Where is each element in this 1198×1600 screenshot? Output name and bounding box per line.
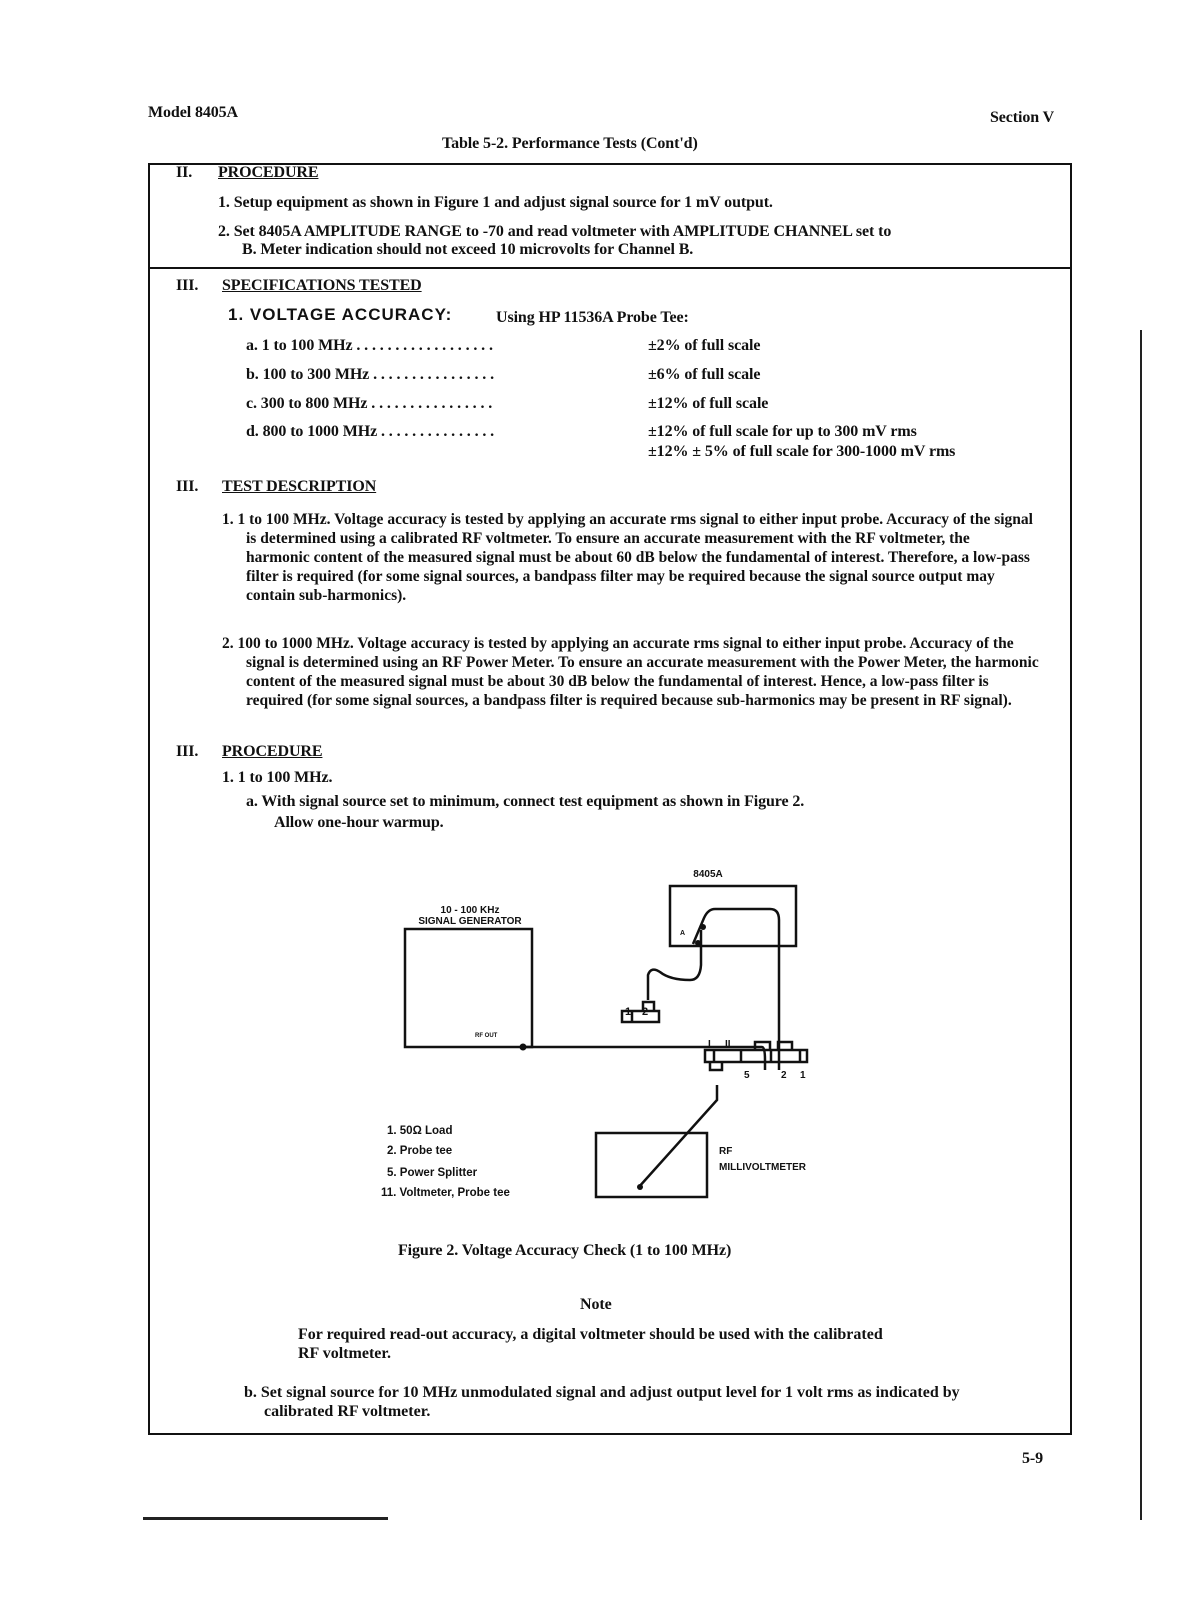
millivoltmeter-box <box>596 1133 707 1197</box>
section-title: PROCEDURE <box>222 743 323 760</box>
spec-value: ±12% of full scale <box>648 395 769 412</box>
channel-a-label: A <box>680 930 686 937</box>
meter-label: RF <box>719 1146 733 1157</box>
section-title: PROCEDURE <box>218 164 319 181</box>
splitter-label: 2 <box>781 1070 787 1081</box>
description-paragraph: 2. 100 to 1000 MHz. Voltage accuracy is tested by applying an accurate rms signal to either input probe. Accuracy of the signal is determined using an RF Power Meter. To ensure an accurate measurement with the Power Meter, the harmonic content of the measured signal must be about 30 dB below the fundamental of interest. Hence, a low-pass filter is required (for some signal sources, a bandpass filter is required because sub-harmonics may be present in RF signal). <box>222 635 1039 709</box>
splitter-label: II <box>725 1039 731 1050</box>
legend-item: 11. Voltmeter, Probe tee <box>381 1187 510 1199</box>
tee-label: 2 <box>642 1006 649 1018</box>
section-number: III. <box>176 743 199 760</box>
spec-label: c. 300 to 800 MHz . . . . . . . . . . . . . . . . <box>246 395 493 412</box>
section-title: SPECIFICATIONS TESTED <box>222 277 422 294</box>
splitter-label: I <box>708 1039 711 1050</box>
spec-value: ±12% of full scale for up to 300 mV rms <box>648 423 917 440</box>
section-number: III. <box>176 478 199 495</box>
step: B. Meter indication should not exceed 10 microvolts for Channel B. <box>242 241 694 258</box>
signal-generator-box <box>405 929 532 1047</box>
instrument-label: 8405A <box>693 869 723 880</box>
note-text: For required read-out accuracy, a digital voltmeter should be used with the calibrated RF voltmeter. <box>298 1326 883 1362</box>
splitter-label: 5 <box>744 1070 750 1081</box>
power-splitter <box>705 1050 807 1062</box>
step: Allow one-hour warmup. <box>274 814 444 831</box>
spec-heading: 1. VOLTAGE ACCURACY: <box>228 305 453 324</box>
legend-item: 2. Probe tee <box>387 1145 453 1157</box>
section-label: Section V <box>990 109 1055 126</box>
note-title: Note <box>580 1296 612 1313</box>
description-paragraph: 1. 1 to 100 MHz. Voltage accuracy is tested by applying an accurate rms signal to either input probe. Accuracy of the signal is determined using a calibrated RF voltmeter. To ensure an accurate measurement with the RF voltmeter, the harmonic content of the measured signal must be about 60 dB below the fundamental of interest. Therefore, a low-pass filter is required (for some signal sources, a bandpass filter may be required because the signal source output may contain sub-harmonics). <box>222 511 1033 604</box>
meter-label: MILLIVOLTMETER <box>719 1162 807 1173</box>
spec-value: ±12% ± 5% of full scale for 300-1000 mV rms <box>648 443 956 460</box>
step: 1. 1 to 100 MHz. <box>222 769 333 786</box>
scan-artifact-line <box>143 1517 388 1520</box>
rf-out-label: RF OUT <box>475 1033 498 1039</box>
section-number: III. <box>176 277 199 294</box>
page-number: 5-9 <box>1022 1450 1044 1467</box>
spec-label: d. 800 to 1000 MHz . . . . . . . . . . . . . . . <box>246 423 495 440</box>
figure-caption: Figure 2. Voltage Accuracy Check (1 to 100 MHz) <box>398 1242 732 1259</box>
generator-label: SIGNAL GENERATOR <box>418 916 522 927</box>
model-label: Model 8405A <box>148 104 239 121</box>
spec-note: Using HP 11536A Probe Tee: <box>496 309 689 326</box>
table-title: Table 5-2. Performance Tests (Cont'd) <box>442 135 698 152</box>
generator-label: 10 - 100 KHz <box>440 905 500 916</box>
spec-label: a. 1 to 100 MHz . . . . . . . . . . . . . . . . . . <box>246 337 493 354</box>
step: 2. Set 8405A AMPLITUDE RANGE to -70 and read voltmeter with AMPLITUDE CHANNEL set to <box>218 223 892 240</box>
step: b. Set signal source for 10 MHz unmodulated signal and adjust output level for 1 volt rms as indicated by calibrated RF voltmeter. <box>244 1384 960 1420</box>
section-number: II. <box>176 164 193 181</box>
section-title: TEST DESCRIPTION <box>222 478 377 495</box>
splitter-label: 1 <box>800 1070 806 1081</box>
spec-label: b. 100 to 300 MHz . . . . . . . . . . . . . . . . <box>246 366 494 383</box>
spec-value: ±2% of full scale <box>648 337 761 354</box>
scan-edge-line <box>1140 330 1142 1520</box>
legend-item: 5. Power Splitter <box>387 1167 478 1179</box>
step: a. With signal source set to minimum, connect test equipment as shown in Figure 2. <box>246 793 805 810</box>
tee-label: 1 <box>625 1006 632 1018</box>
legend-item: 1. 50Ω Load <box>387 1125 453 1137</box>
cable <box>648 930 701 1000</box>
instrument-box <box>670 886 796 946</box>
spec-value: ±6% of full scale <box>648 366 761 383</box>
cable <box>638 1085 717 1188</box>
step: 1. Setup equipment as shown in Figure 1 and adjust signal source for 1 mV output. <box>218 194 773 211</box>
